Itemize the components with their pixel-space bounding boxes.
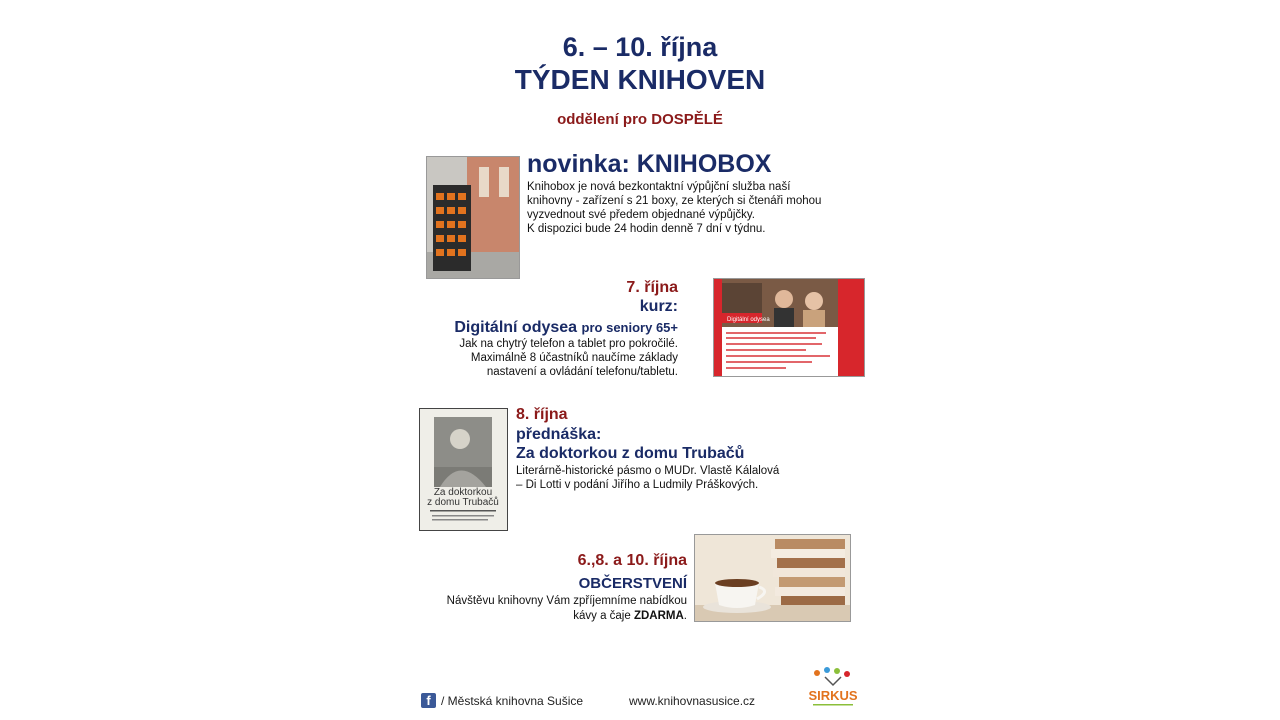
- digital-odysea-image: [713, 278, 865, 377]
- lecture-line: – Di Lotti v podání Jiřího a Ludmily Práškových.: [516, 479, 759, 491]
- refreshment-line: [427, 609, 687, 624]
- knihobox-heading: novinka: KNIHOBOX: [527, 150, 772, 178]
- course-line: Jak na chytrý telefon a tablet pro pokročilé.: [459, 338, 678, 350]
- course-line: Maximálně 8 účastníků naučíme základy: [470, 352, 678, 364]
- knihobox-photo: [426, 156, 520, 279]
- poster: [390, 0, 890, 720]
- coffee-books-image: [694, 534, 851, 622]
- course-name: Digitální odysea: [454, 319, 578, 336]
- facebook-icon[interactable]: f: [421, 693, 436, 708]
- lecture-poster-image: [419, 408, 508, 531]
- odysea-image-label: Digitální odysea: [727, 317, 770, 323]
- knihobox-line: K dispozici bude 24 hodin denně 7 dní v týdnu.: [527, 223, 766, 235]
- course-kind: kurz:: [639, 298, 678, 315]
- sirkus-logo-text: SIRKUS: [808, 688, 858, 703]
- event-date-range: 6. – 10. října: [562, 32, 718, 62]
- course-title: [454, 319, 678, 337]
- lecture-description: [516, 464, 816, 492]
- event-title: TÝDEN KNIHOVEN: [514, 64, 766, 95]
- refreshment-plain: kávy a čaje: [573, 610, 634, 622]
- poster-title-line-1: Za doktorkou: [433, 487, 493, 498]
- facebook-page-link[interactable]: / Městská knihovna Sušice: [441, 694, 584, 708]
- refreshment-date: 6.,8. a 10. října: [577, 552, 687, 569]
- poster-title-line-2: z domu Trubačů: [427, 497, 499, 508]
- website-link[interactable]: www.knihovnasusice.cz: [629, 694, 756, 708]
- course-line: nastavení a ovládání telefonu/tabletu.: [486, 366, 678, 378]
- course-audience: pro seniory 65+: [581, 320, 678, 335]
- knihobox-line: vyzvednout své předem objednané výpůjčky.: [527, 209, 756, 221]
- refreshment-heading: OBČERSTVENÍ: [578, 575, 687, 592]
- refreshment-period: .: [683, 610, 687, 622]
- refreshment-free: ZDARMA: [633, 610, 684, 622]
- course-description: [418, 337, 678, 379]
- lecture-title: Za doktorkou z domu Trubačů: [516, 445, 745, 462]
- knihobox-description: [527, 180, 857, 236]
- refreshment-description: [427, 594, 687, 624]
- sirkus-logo: [803, 665, 863, 715]
- lecture-line: Literárně-historické pásmo o MUDr. Vlastě Kálalová: [516, 465, 780, 477]
- refreshment-line: Návštěvu knihovny Vám zpříjemníme nabídkou: [446, 595, 687, 607]
- lecture-date: 8. října: [516, 406, 568, 423]
- course-date: 7. října: [626, 279, 678, 296]
- knihobox-line: knihovny - zařízení s 21 boxy, ze kterých si čtenáři mohou: [527, 195, 822, 207]
- lecture-kind: přednáška:: [516, 426, 602, 443]
- department-label: oddělení pro DOSPĚLÉ: [557, 111, 723, 128]
- knihobox-line: Knihobox je nová bezkontaktní výpůjční služba naší: [527, 181, 791, 193]
